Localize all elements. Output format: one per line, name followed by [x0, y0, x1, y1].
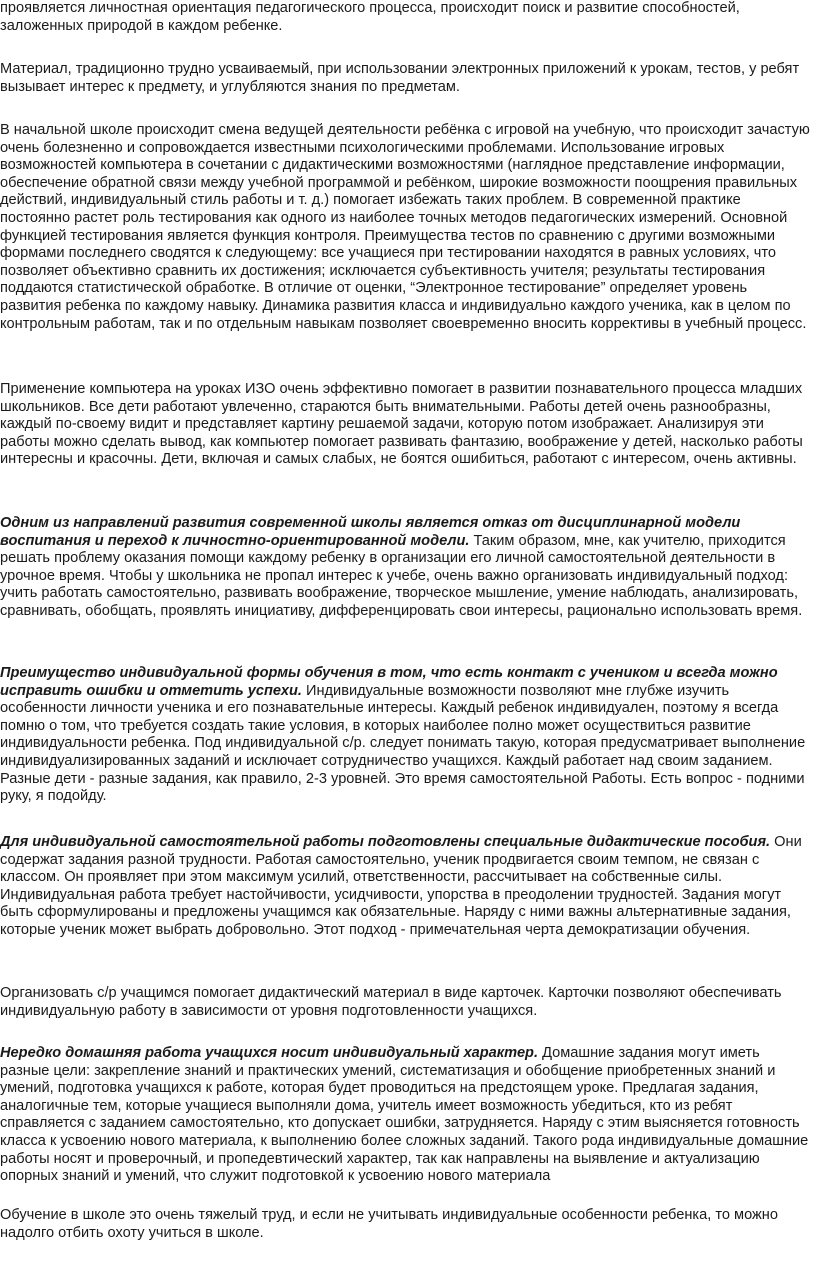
paragraph-9: [0, 1045, 810, 1186]
paragraph-8: [0, 985, 810, 1020]
paragraph-7-text: Они содержат задания разной трудности. Работая самостоятельно, ученик продвигается своим темпом, не связан с классом. Он проявляет при этом максимум усилий, ответственности, рассчитывает на собственные силы. Индивидуальная работа требует настойчивости, усидчивости, упорства в преодолении трудностей. Задания могут быть сформулированы и предложены учащимся как обязательные. Наряду с ними важны альтернативные задания, которые ученик может выбрать добровольно. Этот подход - примечательная черта демократизации обучения.: [0, 834, 802, 938]
paragraph-7-lead: Для индивидуальной самостоятельной работы подготовлены специальные дидактические пособия.: [0, 834, 771, 850]
paragraph-4: [0, 381, 810, 469]
paragraph-1: [0, 0, 810, 35]
paragraph-5-lead: Одним из направлений развития современной школы является отказ от дисциплинарной модели воспитания и переход к личностно-ориентированной модели.: [0, 515, 741, 549]
paragraph-9-lead: Нередко домашняя работа учащихся носит индивидуальный характер.: [0, 1045, 539, 1061]
paragraph-6-text: Индивидуальные возможности позволяют мне глубже изучить особенности личности ученика и его познавательные интересы. Каждый ребенок индивидуален, поэтому я всегда помню о том, что требуется создать такие условия, в которых наиболее полно может осуществиться развитие индивидуальности ребенка. Под индивидуальной с/р. следует понимать такую, которая предусматривает выполнение индивидуализированных заданий и исключает сотрудничество учащихся. Каждый работает над своим заданием. Разные дети - разные задания, как правило, 2-3 уровней. Это время самостоятельной Работы. Есть вопрос - подними руку, я подойду.: [0, 682, 806, 805]
paragraph-6: [0, 665, 810, 806]
paragraph-3: [0, 122, 810, 333]
paragraph-3-text: В начальной школе происходит смена ведущей деятельности ребёнка с игровой на учебную, что происходит зачастую очень болезненно и сопровождается известными психологическими проблемами. Использование игровых возможностей компьютера в сочетании с дидактическими возможностями (наглядное представление информации, обеспечение обратной связи между учебной программой и ребёнком, широкие возможности поощрения правильных действий, индивидуальный стиль работы и т. д.) помогает избежать таких проблем. В современной практике постоянно растет роль тестирования как одного из наиболее точных методов педагогических измерений. Основной функцией тестирования является функция контроля. Преимущества тестов по сравнению с другими возможными формами последнего сводятся к следующему: все учащиеся при тестировании находятся в равных условиях, что позволяет объективно сравнить их достижения; исключается субъективность учителя; результаты тестирования поддаются статистической обработке. В отличие от оценки, “Электронное тестирование” определяет уровень развития ребенка по каждому навыку. Динамика развития класса и индивидуально каждого ученика, как в целом по контрольным работам, так и по отдельным навыкам позволяет своевременно вносить коррективы в учебный процесс.: [0, 122, 810, 332]
paragraph-9-text: Домашние задания могут иметь разные цели: закрепление знаний и практических умений, систематизация и обобщение приобретенных знаний и умений, подготовка учащихся к работе, которая будет проводиться на предстоящем уроке. Предлагая задания, аналогичные тем, которые учащиеся выполняли дома, учитель имеет возможность убедиться, кто из ребят справляется с заданием самостоятельно, кто допускает ошибки, затрудняется. Наряду с этим выясняется готовность класса к усвоению нового материала, к выполнению более сложных заданий. Такого рода индивидуальные домашние работы носят и проверочный, и пропедевтический характер, так как направлены на выявление и актуализацию опорных знаний и умений, что служит подготовкой к усвоению нового материала: [0, 1045, 809, 1185]
paragraph-5-text: Таким образом, мне, как учителю, приходится решать проблему оказания помощи каждому ребенку в организации его личной самостоятельной деятельности в урочное время. Чтобы у школьника не пропал интерес к учебе, очень важно организовать индивидуальный подход: учить работать самостоятельно, развивать воображение, творческое мышление, умение наблюдать, анализировать, сравнивать, обобщать, проявлять инициативу, дифференцировать свои интересы, рационально использовать время.: [0, 532, 803, 619]
paragraph-2-text: Материал, традиционно трудно усваиваемый, при использовании электронных приложений к урокам, тестов, у ребят вызывает интерес к предмету, и углубляются знания по предметам.: [0, 61, 800, 95]
paragraph-8-text: Организовать с/р учащимся помогает дидактический материал в виде карточек. Карточки позволяют обеспечивать индивидуальную работу в зависимости от уровня подготовленности учащихся.: [0, 985, 782, 1019]
paragraph-6-lead: Преимущество индивидуальной формы обучения в том, что есть контакт с учеником и всегда можно исправить ошибки и отметить успехи.: [0, 665, 778, 699]
paragraph-4-text: Применение компьютера на уроках ИЗО очень эффективно помогает в развитии познавательного процесса младших школьников. Все дети работают увлеченно, стараются быть внимательными. Работы детей очень разнообразны, каждый по-своему видит и представляет картину решаемой задачи, которую потом изображает. Анализируя эти работы можно сделать вывод, как компьютер помогает развивать фантазию, воображение у детей, насколько работы интересны и красочны. Дети, включая и самых слабых, не боятся ошибиться, работают с интересом, очень активны.: [0, 381, 803, 468]
paragraph-10-text: Обучение в школе это очень тяжелый труд, и если не учитывать индивидуальные особенности ребенка, то можно надолго отбить охоту учиться в школе.: [0, 1207, 778, 1241]
paragraph-5: [0, 515, 810, 621]
paragraph-10: [0, 1207, 810, 1242]
paragraph-2: [0, 61, 810, 96]
paragraph-7: [0, 834, 810, 940]
paragraph-1-text: проявляется личностная ориентация педагогического процесса, происходит поиск и развитие способностей, заложенных природой в каждом ребенке.: [0, 0, 740, 34]
